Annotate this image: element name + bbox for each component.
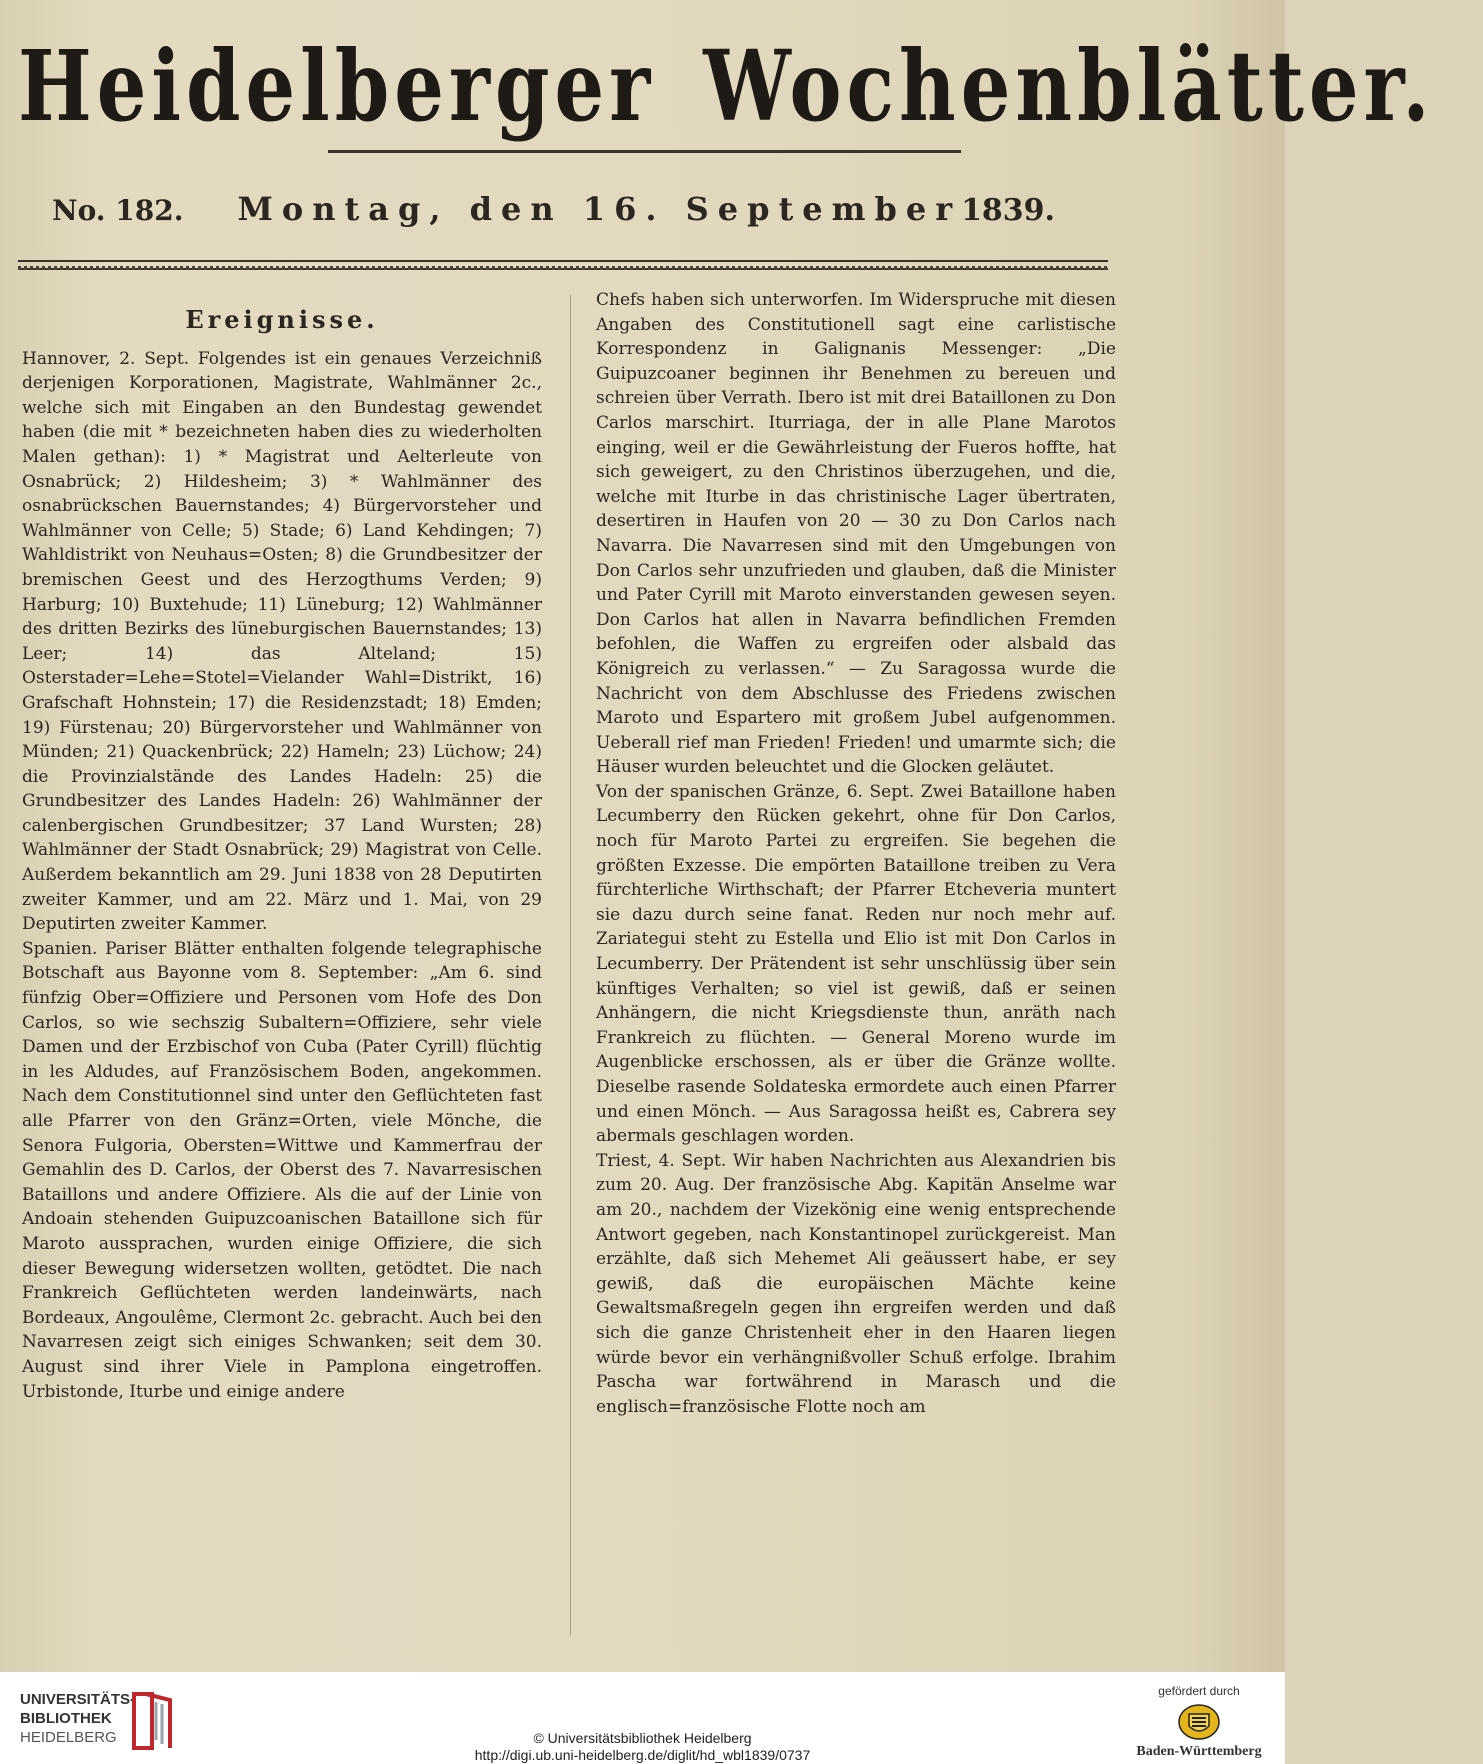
section-heading: Ereignisse. [185, 305, 379, 334]
left-column [22, 300, 542, 1404]
dateline [52, 190, 1082, 234]
library-line2: BIBLIOTHEK [20, 1710, 112, 1727]
baden-wuerttemberg-crest-icon [1178, 1704, 1220, 1740]
article-spanische-graenze: Von der spanischen Gränze, 6. Sept. Zwei Bataillone haben Lecumberry den Rücken gekehrt, ohne für Don Carlos, noch für Maroto Partei zu ergreifen. Sie begehen die größten Exzesse. Die empörten Bataillone treiben zu Vera fürchterliche Wirthschaft; der Pfarrer Etcheveria muntert sie dazu durch seine fanat. Reden nur noch mehr auf. Zariategui steht zu Estella und Elio ist mit Don Carlos in Lecumberry. Der Prätendent ist sehr unschlüssig über sein künftiges Verhalten; so viel ist gewiß, daß er seinen Anhängern, die nicht Kriegsdienste thun, anräth nach Frankreich zu flüchten. — General Moreno wurde im Augenblicke erschossen, als er über die Gränze wollte. Dieselbe rasende Soldateska ermordete auch einen Pfarrer und einen Mönch. — Aus Saragossa heißt es, Cabrera sey abermals geschlagen worden. [596, 781, 1116, 1147]
article-spanien-continued: Chefs haben sich unterworfen. Im Widerspruche mit diesen Angaben des Constitutionell sagt eine carlistische Korrespondenz in Galignanis Messenger: „Die Guipuzcoaner beginnen ihr Benehmen zu bereuen und schreien über Verrath. Ibero ist mit drei Bataillonen zu Don Carlos marschirt. Iturriaga, der in alle Plane Marotos einging, weil er die Gewährleistung der Fueros hoffte, hat sich geweigert, zu den Christinos überzugehen, und die, welche mit Iturbe in das christinische Lager übertraten, desertiren in Haufen von 20 — 30 zu Don Carlos nach Navarra. Die Navarresen sind mit den Umgebungen von Don Carlos sehr unzufrieden und glauben, daß die Minister und Pater Cyrill mit Maroto einverstanden gewesen seyen. Don Carlos hat allen in Navarra befindlichen Fremden befohlen, die Waffen zu ergreifen oder alsbald das Königreich zu verlassen.“ — Zu Saragossa wurde die Nachricht von dem Abschlusse des Friedens zwischen Maroto und Espartero mit großem Jubel aufgenommen. Ueberall rief man Frieden! Frieden! und umarmte sich; die Häuser wurden beleuchtet und die Glocken geläutet. [596, 290, 1116, 778]
masthead-title [18, 30, 1435, 180]
issue-number: No. 182. [52, 194, 184, 227]
issue-date: Montag, den 16. September [237, 190, 962, 228]
footer-bar [0, 1672, 1285, 1764]
masthead-part2: Wochenblätter. [703, 30, 1435, 144]
dotted-rule [18, 266, 1108, 270]
sponsor-label: gefördert durch [1158, 1684, 1240, 1698]
right-column [596, 288, 1116, 1419]
library-line3: HEIDELBERG [20, 1729, 117, 1746]
copyright-text: © Universitätsbibliothek Heidelberg [533, 1730, 752, 1746]
library-line1: UNIVERSITÄTS- [20, 1691, 136, 1708]
masthead-rule [328, 150, 961, 153]
copyright-block [0, 1730, 1285, 1764]
sponsor-name: Baden-Württemberg [1136, 1744, 1262, 1759]
article-hannover: Hannover, 2. Sept. Folgendes ist ein genaues Verzeichniß derjenigen Korporationen, Magistrate, Wahlmänner 2c., welche sich mit Eingaben an den Bundestag gewendet haben (die mit * bezeichneten haben dies zu wiederholten Malen gethan): 1) * Magistrat und Aelterleute von Osnabrück; 2) Hildesheim; 3) * Wahlmänner des osnabrückschen Bauernstandes; 4) Bürgervorsteher und Wahlmänner von Celle; 5) Stade; 6) Land Kehdingen; 7) Wahldistrikt von Neuhaus=Osten; 8) die Grundbesitzer der bremischen Geest und des Herzogthums Verden; 9) Harburg; 10) Buxtehude; 11) Lüneburg; 12) Wahlmänner des dritten Bezirks des lüneburgischen Bauernstandes; 13) Leer; 14) das Alteland; 15) Osterstader=Lehe=Stotel=Vielander Wahl=Distrikt, 16) Grafschaft Hohnstein; 17) die Residenzstadt; 18) Emden; 19) Fürstenau; 20) Bürgervorsteher und Wahlmänner von Münden; 21) Quackenbrück; 22) Hameln; 23) Lüchow; 24) die Provinzialstände des Landes Hadeln: 25) die Grundbesitzer des Landes Hadeln: 26) Wahlmänner der calenbergischen Grundbesitzer; 37 Land Wursten; 28) Wahlmänner der Stadt Osnabrück; 29) Magistrat von Celle. Außerdem bekanntlich am 29. Juni 1838 von 28 Deputirten zweiter Kammer, und am 22. März und 1. Mai, von 29 Deputirten zweiter Kammer. [22, 348, 542, 935]
masthead-part1: Heidelberger [18, 30, 656, 144]
article-triest: Triest, 4. Sept. Wir haben Nachrichten aus Alexandrien bis zum 20. Aug. Der französische Abg. Kapitän Anselme war am 20., nachdem der Vizekönig eine wenig entsprechende Antwort gegeben, nach Konstantinopel zurückgereist. Man erzählte, daß sich Mehemet Ali geäussert habe, er sey gewiß, daß die europäischen Mächte keine Gewaltsmaßregeln gegen ihn ergreifen werden und daß sich die ganze Christenheit eher in den Haaren liegen würde bevor ein verhängnißvoller Schuß erfolge. Ibrahim Pascha war fortwährend in Marasch und die englisch=französische Flotte noch am [596, 1150, 1116, 1417]
column-divider [570, 295, 571, 1635]
sponsor-block [1129, 1684, 1269, 1760]
source-url[interactable]: http://digi.ub.uni-heidelberg.de/diglit/hd_wbl1839/0737 [474, 1747, 811, 1763]
article-spanien: Spanien. Pariser Blätter enthalten folgende telegraphische Botschaft aus Bayonne vom 8. September: „Am 6. sind fünfzig Ober=Offiziere und Personen vom Hofe des Don Carlos, so wie sechszig Subaltern=Offiziere, sehr viele Damen und der Erzbischof von Cuba (Pater Cyrill) flüchtig in les Aldudes, auf Französischem Boden, angekommen. Nach dem Constitutionnel sind unter den Geflüchteten fast alle Pfarrer von den Gränz=Orten, viele Mönche, die Senora Fulgoria, Obersten=Wittwe und Kammerfrau der Gemahlin des D. Carlos, der Oberst des 7. Navarresischen Bataillons und andere Offiziere. Als die auf der Linie von Andoain stehenden Guipuzcoanischen Bataillone sich für Maroto aussprachen, wurden einige Offiziere, die sich dieser Bewegung widersetzen wollten, getödtet. Die nach Frankreich Geflüchteten werden landeinwärts, nach Bordeaux, Angoulême, Clermont 2c. gebracht. Auch bei den Navarresen zeigt sich einiges Schwanken; seit dem 30. August sind ihrer Viele in Pamplona eingetroffen. Urbistonde, Iturbe und einige andere [22, 938, 542, 1402]
issue-year: 1839. [961, 193, 1056, 228]
